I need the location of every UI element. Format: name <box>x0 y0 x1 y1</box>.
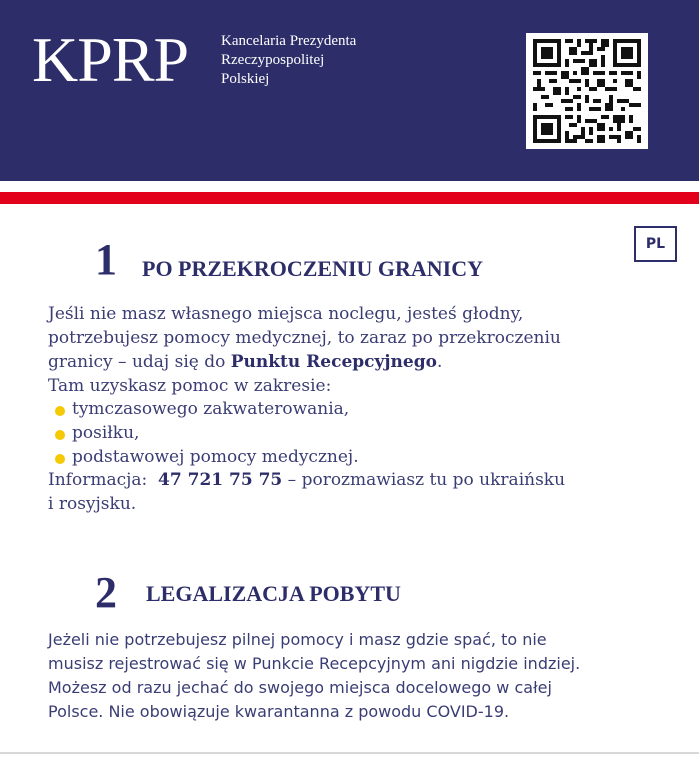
info-line <box>48 470 565 490</box>
section-2-line-3: Możesz od razu jechać do swojego miejsca docelowego w całej <box>48 678 552 697</box>
org-line-2: Rzeczypospolitej <box>221 52 325 68</box>
language-badge: PL <box>634 226 677 262</box>
section-2-number: 2 <box>95 568 117 617</box>
bullet-item-3: podstawowej pomocy medycznej. <box>72 447 359 467</box>
info-suffix: – porozmawiasz tu po ukraińsku <box>282 470 566 490</box>
header-banner <box>0 0 699 181</box>
bullet-icon <box>55 406 65 416</box>
bullet-item-1: tymczasowego zakwaterowania, <box>72 399 350 419</box>
section-1-line-2: potrzebujesz pomocy medycznej, to zaraz po przekroczeniu <box>48 328 561 348</box>
bottom-divider <box>0 752 699 754</box>
section-1-line-3 <box>48 352 442 372</box>
kprp-logo: KPRP <box>32 24 189 95</box>
help-intro: Tam uzyskasz pomoc w zakresie: <box>48 376 332 396</box>
section-1-title: PO PRZEKROCZENIU GRANICY <box>142 256 484 281</box>
bullet-icon <box>55 454 65 464</box>
section-2-title: LEGALIZACJA POBYTU <box>146 581 401 606</box>
bullet-item-2: posiłku, <box>72 423 140 443</box>
info-phone[interactable]: 47 721 75 75 <box>158 470 283 490</box>
section-2-line-4: Polsce. Nie obowiązuje kwarantanna z powodu COVID-19. <box>48 702 510 721</box>
section-2-line-1: Jeżeli nie potrzebujesz pilnej pomocy i masz gdzie spać, to nie <box>48 630 547 649</box>
org-line-1: Kancelaria Prezydenta <box>221 33 357 49</box>
qr-code-icon[interactable] <box>526 33 648 149</box>
section-1-line-1: Jeśli nie masz własnego miejsca noclegu, jesteś głodny, <box>48 304 524 324</box>
bullet-icon <box>55 430 65 440</box>
red-stripe <box>0 192 699 204</box>
section-1-number: 1 <box>95 235 117 284</box>
info-label: Informacja: <box>48 470 148 490</box>
organization-name <box>221 32 356 89</box>
qr-code-graphic <box>533 39 641 143</box>
reception-point-name: Punktu Recepcyjnego <box>230 352 437 372</box>
white-stripe <box>0 181 699 192</box>
line-3-prefix: granicy – udaj się do <box>48 352 231 372</box>
info-line-2: i rosyjsku. <box>48 494 137 514</box>
section-2-line-2: musisz rejestrować się w Punkcie Recepcyjnym ani nigdzie indziej. <box>48 654 581 673</box>
org-line-3: Polskiej <box>221 71 270 87</box>
line-3-suffix: . <box>436 352 443 372</box>
